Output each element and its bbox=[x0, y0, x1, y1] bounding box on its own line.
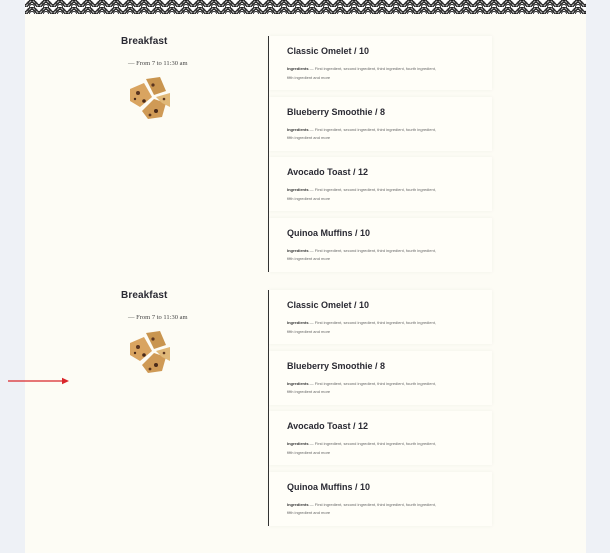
menu-item-description bbox=[287, 380, 437, 397]
menu-item bbox=[269, 36, 492, 90]
menu-item bbox=[269, 97, 492, 151]
ingredients-label: Ingredients bbox=[287, 501, 309, 507]
ingredients-text: — First ingredient, second ingredient, third ingredient, fourth ingredient, fifth ingredient and more bbox=[287, 247, 436, 261]
menu-item-description bbox=[287, 247, 437, 264]
menu-item bbox=[269, 351, 492, 405]
menu-item-title: Avocado Toast / 12 bbox=[287, 421, 369, 431]
menu-item-title: Blueberry Smoothie / 8 bbox=[287, 106, 386, 117]
ingredients-label: Ingredients bbox=[287, 126, 309, 132]
menu-item bbox=[269, 157, 492, 211]
ingredients-text: — First ingredient, second ingredient, third ingredient, fourth ingredient, fifth ingredient and more bbox=[287, 501, 436, 515]
menu-item-description bbox=[287, 126, 437, 143]
section-title: Breakfast bbox=[121, 36, 168, 47]
section-time: — From 7 to 11:30 am bbox=[128, 60, 188, 67]
menu-item-title: Classic Omelet / 10 bbox=[287, 46, 370, 56]
cookie-image bbox=[126, 327, 174, 375]
ingredients-label: Ingredients bbox=[287, 187, 309, 192]
ingredients-text: — First ingredient, second ingredient, third ingredient, fourth ingredient, fifth ingredient and more bbox=[287, 187, 436, 201]
section-header bbox=[121, 290, 261, 321]
menu-item bbox=[269, 218, 492, 272]
section-header bbox=[121, 36, 261, 67]
scallop-pattern-icon bbox=[25, 0, 586, 14]
menu-item-title: Quinoa Muffins / 10 bbox=[287, 227, 371, 238]
ingredients-label: Ingredients bbox=[287, 380, 309, 386]
menu-item-description bbox=[287, 186, 437, 203]
menu-page bbox=[25, 0, 586, 553]
menu-item-description bbox=[287, 319, 437, 336]
menu-item-title: Blueberry Smoothie / 8 bbox=[287, 360, 386, 371]
menu-item-description bbox=[287, 440, 437, 457]
ingredients-text: — First ingredient, second ingredient, third ingredient, fourth ingredient, fifth ingredient and more bbox=[287, 126, 436, 140]
ingredients-label: Ingredients bbox=[287, 441, 309, 446]
menu-item-description bbox=[287, 501, 437, 518]
scallop-pattern-header bbox=[25, 0, 586, 14]
arrow-right-icon bbox=[8, 377, 70, 385]
menu-item-title: Classic Omelet / 10 bbox=[287, 300, 370, 310]
ingredients-text: — First ingredient, second ingredient, third ingredient, fourth ingredient, fifth ingredient and more bbox=[287, 66, 436, 80]
ingredients-text: — First ingredient, second ingredient, third ingredient, fourth ingredient, fifth ingredient and more bbox=[287, 441, 436, 455]
ingredients-label: Ingredients bbox=[287, 247, 309, 253]
ingredients-text: — First ingredient, second ingredient, third ingredient, fourth ingredient, fifth ingredient and more bbox=[287, 320, 436, 334]
menu-item bbox=[269, 290, 492, 344]
section-time: — From 7 to 11:30 am bbox=[128, 314, 188, 321]
menu-item-title: Quinoa Muffins / 10 bbox=[287, 481, 371, 492]
section-title: Breakfast bbox=[121, 290, 168, 301]
menu-item bbox=[269, 472, 492, 526]
ingredients-label: Ingredients bbox=[287, 66, 309, 71]
menu-items-list bbox=[268, 290, 492, 526]
menu-item-title: Avocado Toast / 12 bbox=[287, 167, 369, 177]
menu-item bbox=[269, 411, 492, 465]
menu-item-description bbox=[287, 65, 437, 82]
ingredients-label: Ingredients bbox=[287, 320, 309, 325]
menu-items-list bbox=[268, 36, 492, 272]
cookie-image bbox=[126, 73, 174, 121]
ingredients-text: — First ingredient, second ingredient, third ingredient, fourth ingredient, fifth ingredient and more bbox=[287, 380, 436, 394]
